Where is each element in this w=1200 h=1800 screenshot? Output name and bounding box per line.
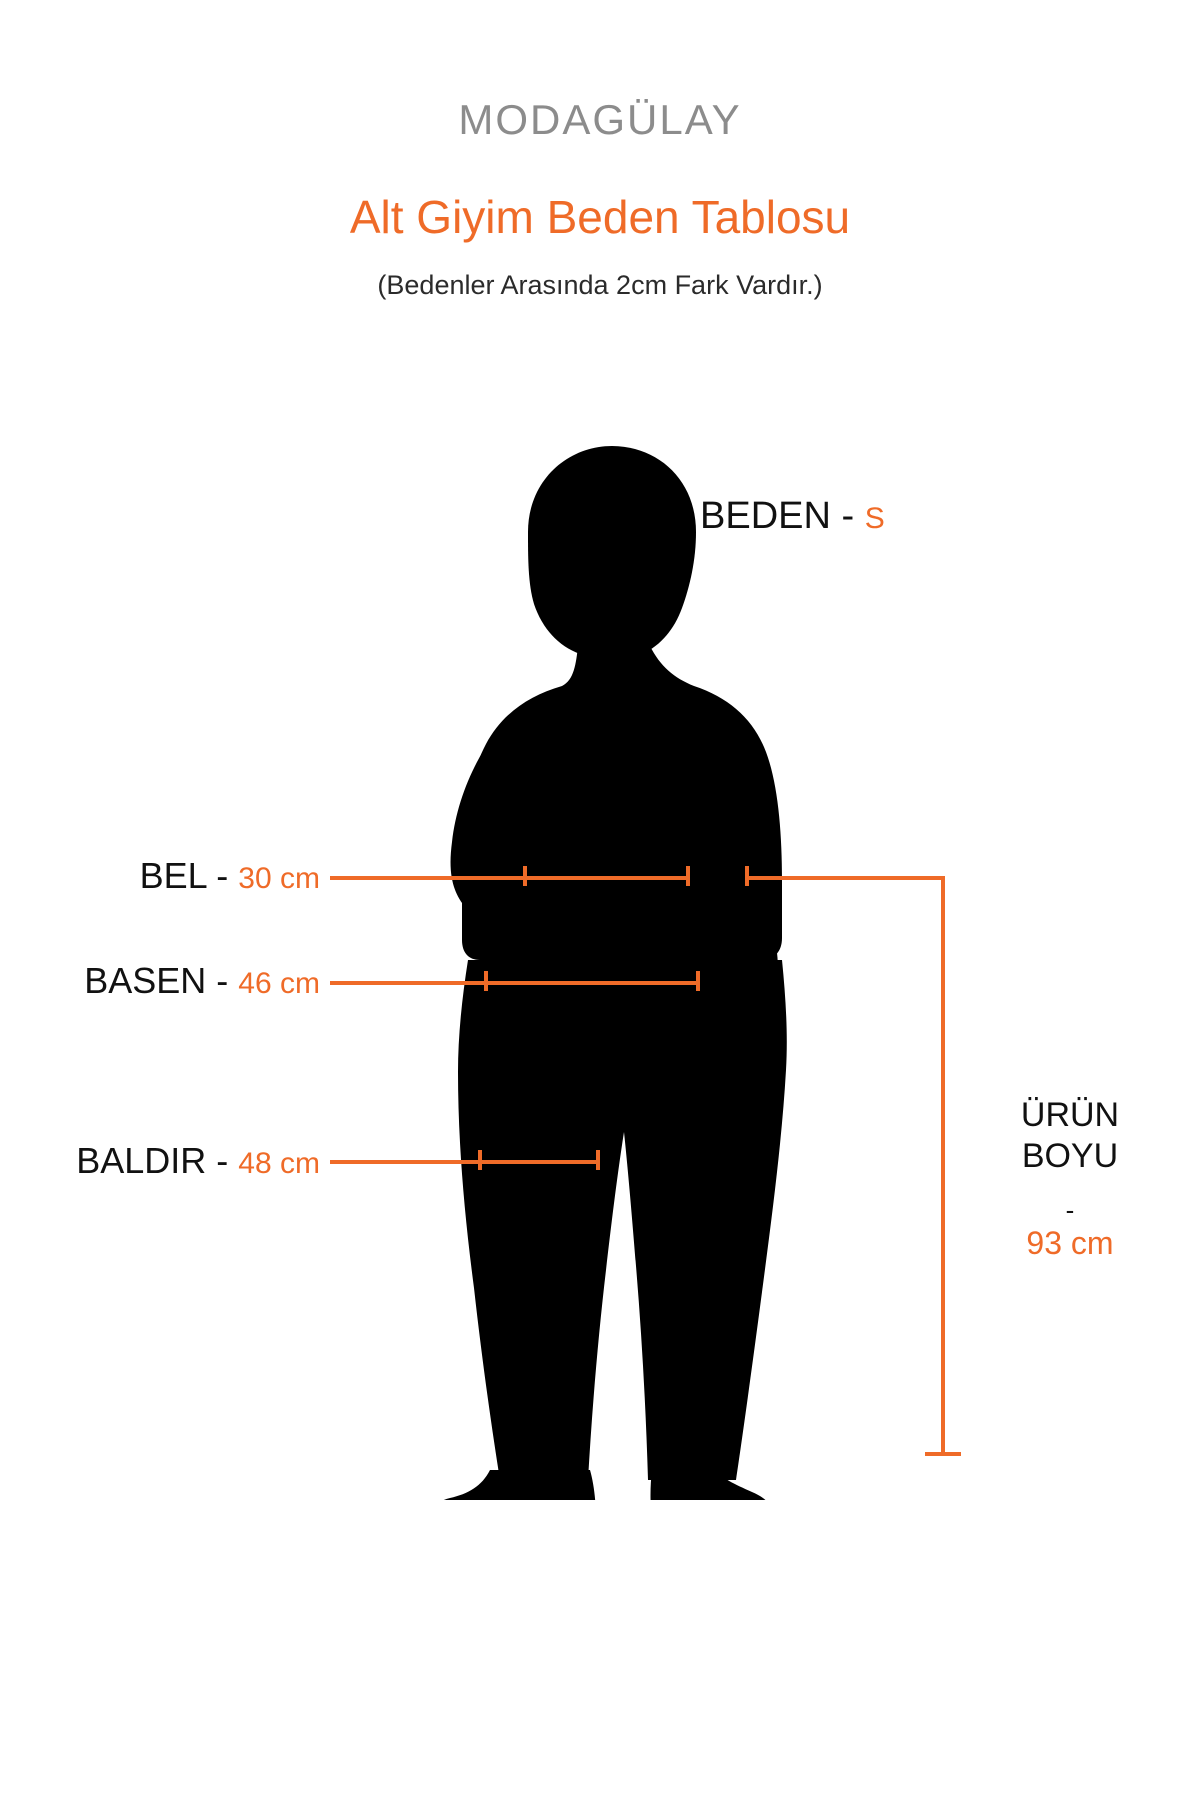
measurement-label-baldir xyxy=(0,1140,320,1182)
basen-caliper-right xyxy=(696,971,700,991)
basen-caliper-left xyxy=(484,971,488,991)
product-length-vertical xyxy=(941,876,945,1456)
product-length-bottom-arm xyxy=(925,1452,961,1456)
measurement-value-baldir: 48 cm xyxy=(238,1147,320,1180)
baldir-caliper-right xyxy=(596,1150,600,1170)
baldir-caliper-left xyxy=(478,1150,482,1170)
bel-caliper-left xyxy=(523,866,527,886)
product-length-top-arm xyxy=(745,876,945,880)
page-title: Alt Giyim Beden Tablosu xyxy=(349,191,851,243)
size-value: S xyxy=(864,502,885,535)
product-length-dash: - xyxy=(1065,1195,1075,1225)
bel-caliper-right xyxy=(686,866,690,886)
model-silhouette xyxy=(330,440,830,1500)
product-length-line2: BOYU xyxy=(1021,1137,1119,1176)
measurement-name-bel: BEL - xyxy=(139,855,229,896)
baldir-leader-line xyxy=(330,1160,600,1164)
size-label-text: BEDEN - xyxy=(700,495,855,537)
product-length-line1: ÜRÜN xyxy=(1020,1096,1120,1134)
measurement-name-baldir: BALDIR - xyxy=(76,1140,229,1181)
measurement-name-basen: BASEN - xyxy=(84,960,229,1001)
measurement-value-bel: 30 cm xyxy=(238,862,320,895)
size-label xyxy=(700,495,885,538)
product-length-label xyxy=(960,1095,1180,1178)
brand-logo: MODAGÜLAY xyxy=(458,96,742,143)
bel-leader-line xyxy=(330,876,690,880)
measurement-label-basen xyxy=(10,960,320,1002)
product-length-value: 93 cm xyxy=(1026,1225,1114,1261)
page-subtitle: (Bedenler Arasında 2cm Fark Vardır.) xyxy=(377,270,823,300)
measurement-label-bel xyxy=(40,855,320,897)
basen-leader-line xyxy=(330,981,700,985)
measurement-value-basen: 46 cm xyxy=(238,967,320,1000)
